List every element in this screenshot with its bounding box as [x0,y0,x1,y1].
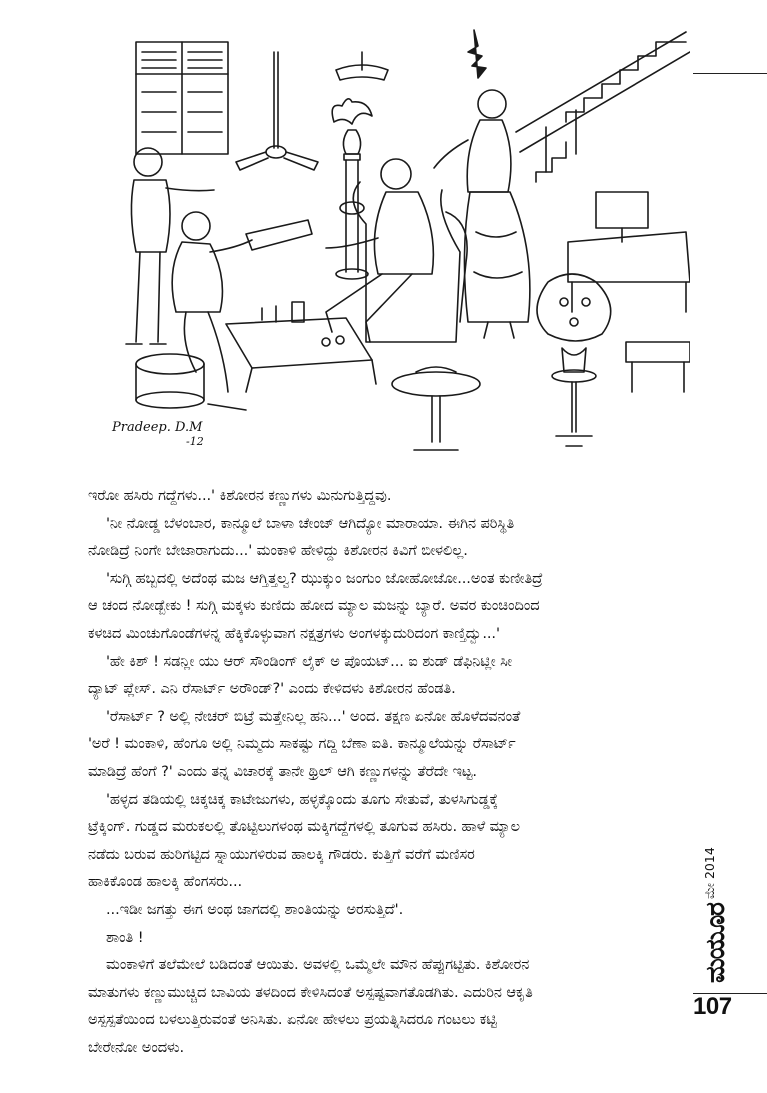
ceiling-fan-drawing [236,52,318,170]
line: ಕಳಚಿದ ಮಿಂಚುಗೊಂಡೆಗಳನ್ನ ಹೆಕ್ಕಿಕೊಳ್ಳುವಾಗ ನಕ್ಷತ್ರಗಳು ಅಂಗಳಕ್ಕುದುರಿದಂಗ ಕಾಣ್ತಿದ್ವು...' [88,624,500,642]
story-illustration [96,12,690,472]
line: ಮಾತುಗಳು ಕಣ್ಣುಮುಚ್ಚಿದ ಬಾವಿಯ ತಳದಿಂದ ಕೇಳಿಸಿದಂತೆ ಅಸ್ಪಷ್ಟವಾಗತೊಡಗಿತು. ಎದುರಿನ ಆಕೃತಿ [88,983,533,1001]
line: 'ಅರೆ ! ಮಂಕಾಳಿ, ಹೆಂಗೂ ಅಲ್ಲಿ ನಿಮ್ಮದು ಸಾಕಷ್ಟು ಗದ್ದಿ ಬೆಣಾ ಐತಿ. ಕಾನ್ಮೂಲೆಯನ್ನು ರೆಸಾರ್ಟ್ [88,735,516,753]
seated-woman-drawing [136,212,312,410]
signature-year: -12 [186,435,204,448]
standing-man-drawing [126,148,214,344]
issue-date: ಮೇ 2014 [702,847,717,899]
ceiling-lamp-drawing [336,52,388,80]
top-rule [693,73,767,74]
computer-desk-drawing [568,192,690,312]
staircase-drawing [516,32,690,182]
line: ಹಾಕಿಕೊಂಡ ಹಾಲಕ್ಕಿ ಹೆಂಗಸರು... [88,873,243,891]
line: 'ರೆಸಾರ್ಟ್ ? ಅಲ್ಲಿ ನೇಚರ್ ಬಿಟ್ರೆ ಮತ್ತೇನಿಲ್ಲ ಹನಿ...' ಅಂದ. ತಕ್ಷಣ ಏನೋ ಹೊಳೆದವನಂತೆ [106,707,521,725]
line: ಮಾಡಿದ್ರೆ ಹೆಂಗೆ ?' ಎಂದು ತನ್ನ ವಿಚಾರಕ್ಕೆ ತಾನೇ ಥ್ರಿಲ್ ಆಗಿ ಕಣ್ಣುಗಳನ್ನು ತೆರೆದೇ ಇಟ್ಟ. [88,762,477,780]
sculpture-drawing [537,274,611,446]
line: 'ಹಳ್ಳದ ತಡಿಯಲ್ಲಿ ಚಿಕ್ಕಚಿಕ್ಕ ಕಾಟೇಜುಗಳು, ಹಳ್ಳಕ್ಕೊಂದು ತೂಗು ಸೇತುವೆ, ತುಳಸಿಗುಡ್ಡಕ್ಕೆ [106,790,498,808]
page-number: 107 [693,993,732,1020]
window-drawing [136,42,228,154]
line: ...ಇಡೀ ಜಗತ್ತು ಈಗ ಅಂಥ ಜಾಗದಲ್ಲಿ ಶಾಂತಿಯನ್ನು ಅರಸುತ್ತಿದೆ'. [106,900,404,918]
line: 'ನೀ ನೋಡ್ಡ ಬೆಳಂಬಾರ, ಕಾನ್ಮೂಲೆ ಬಾಳಾ ಚೇಂಜ್ ಆಗಿದ್ಯೋ ಮಾರಾಯಾ. ಈಗಿನ ಪರಿಸ್ಥಿತಿ [106,514,515,532]
line: ಮಂಕಾಳಿಗೆ ತಲೆಮೇಲೆ ಬಡಿದಂತೆ ಆಯಿತು. ಅವಳಲ್ಲಿ ಒಮ್ಮೆಲೇ ಮೌನ ಹೆಪ್ಪುಗಟ್ಟಿತು. ಕಿಶೋರನ [106,956,530,974]
line: ಟ್ರೆಕ್ಕಿಂಗ್. ಗುಡ್ಡದ ಮರುಕಲಲ್ಲಿ ತೊಟ್ಟಿಲುಗಳಂಥ ಮಕ್ಕಿಗದ್ದೆಗಳಲ್ಲಿ ತೂಗುವ ಹಸಿರು. ಹಾಳೆ ಮ್ಯಾಲ [88,818,520,836]
signature-name: Pradeep. D.M [112,420,203,435]
line: ಆ ಚಂದ ನೋಡ್ಬೇಕು ! ಸುಗ್ಗಿ ಮಕ್ಕಳು ಕುಣಿದು ಹೋದ ಮ್ಯಾಲ ಮಜನ್ನು ಬ್ಯಾರೆ. ಅವರ ಕುಂಚಿಂದಿಂದ [88,597,540,615]
line: ಇರೋ ಹಸಿರು ಗದ್ದೆಗಳು...' ಕಿಶೋರನ ಕಣ್ಣುಗಳು ಮಿನುಗುತ್ತಿದ್ದವು. [88,487,392,504]
side-table-drawing [392,367,480,450]
line: ನಡೆದು ಬರುವ ಹುರಿಗಟ್ಟಿದ ಸ್ನಾಯುಗಳಿರುವ ಹಾಲಕ್ಕಿ ಗೌಡರು. ಕುತ್ತಿಗೆ ವರೆಗೆ ಮಣಿಸರ [88,845,475,863]
line: ಶಾಂತಿ ! [106,928,144,946]
line: 'ಹೇ ಕಿಶ್ ! ಸಡನ್ಲೀ ಯು ಆರ್ ಸೌಂಡಿಂಗ್ ಲೈಕ್ ಅ ಪೊಯಟ್... ಐ ಶುಡ್ ಡೆಫಿನಿಟ್ಲೀ ಸೀ [106,652,513,670]
line: ದ್ಯಾಟ್ ಪ್ಲೇಸ್. ಎನಿ ರೆಸಾರ್ಟ್ ಅರೌಂಡ್?' ಎಂದು ಕೇಳಿದಳು ಕಿಶೋರನ ಹೆಂಡತಿ. [88,680,456,698]
seated-man-drawing [326,159,467,342]
coffee-table-drawing [226,302,376,392]
magazine-logo: ಮಯೂರ [701,903,731,983]
hanging-decoration-drawing [468,30,486,78]
line: ಅಸ್ಪಸ್ಪತೆಯಿಂದ ಬಳಲುತ್ತಿರುವಂತೆ ಅನಿಸಿತು. ಏನೋ ಹೇಳಲು ಪ್ರಯತ್ನಿಸಿದರೂ ಗಂಟಲು ಕಟ್ಟಿ [88,1011,497,1029]
line: ಬೇರೇನೋ ಅಂದಳು. [88,1038,185,1056]
standing-woman-drawing [434,90,530,338]
bench-drawing [626,342,690,392]
line: 'ಸುಗ್ಗಿ ಹಬ್ಬದಲ್ಲಿ ಅದೆಂಥ ಮಜ ಆಗ್ತಿತ್ತಲ್ವ? ಝುಕ್ಕುಂ ಜಂಗುಂ ಜೋಹೋಜೋ...ಅಂತ ಕುಣೀತಿದ್ರೆ [106,569,543,587]
story-text [88,482,688,1061]
artist-signature [112,420,204,448]
line: ನೋಡಿದ್ರೆ ನಿಂಗೇ ಬೇಜಾರಾಗುದು...' ಮಂಕಾಳಿ ಹೇಳಿದ್ದು ಕಿಶೋರನ ಕಿವಿಗೆ ಬೀಳಲಿಲ್ಲ. [88,542,468,560]
